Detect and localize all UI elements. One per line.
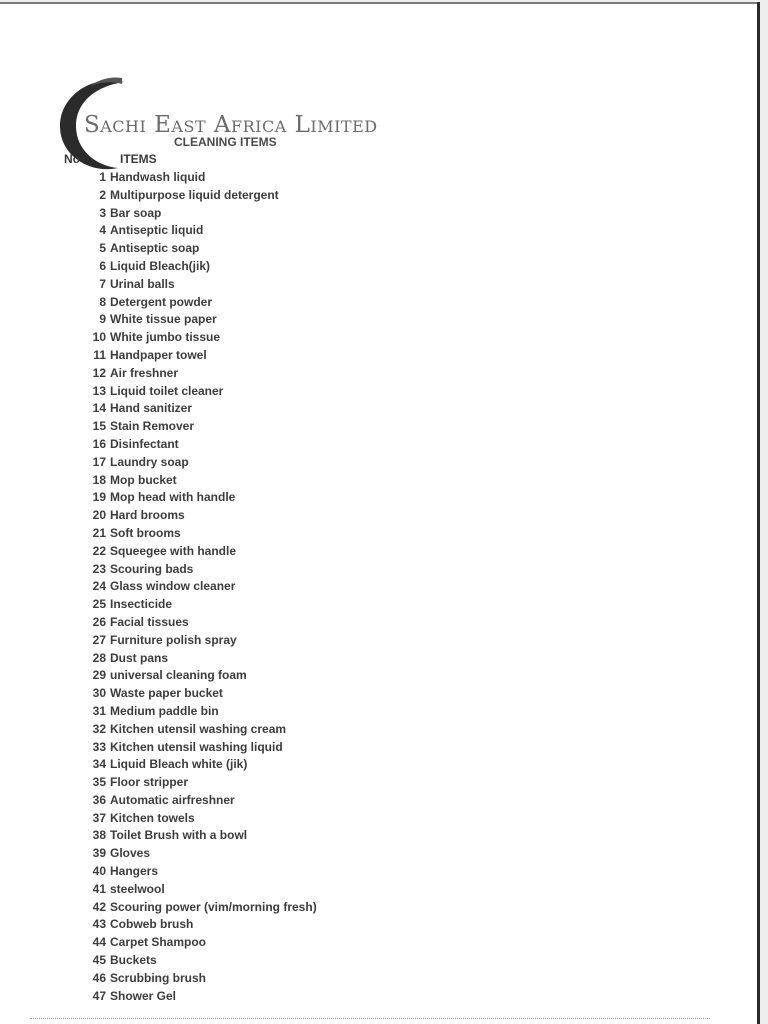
item-number: 10 <box>92 330 106 345</box>
item-name: Handwash liquid <box>110 170 206 184</box>
item-name: Liquid Bleach white (jik) <box>110 757 248 772</box>
item-name: Liquid Bleach(jik) <box>110 258 211 273</box>
item-number: 39 <box>92 846 106 861</box>
item-number: 34 <box>92 757 106 772</box>
item-name: Hangers <box>110 864 159 879</box>
item-number: 13 <box>92 383 106 398</box>
item-number: 42 <box>92 899 106 914</box>
item-number: 46 <box>92 970 106 985</box>
item-name: Buckets <box>110 953 157 968</box>
item-name: Detergent powder <box>110 294 213 309</box>
item-name: Hard brooms <box>110 508 185 523</box>
list-item <box>60 934 317 952</box>
item-number: 15 <box>92 419 106 434</box>
list-item <box>60 347 317 365</box>
item-number: 23 <box>92 561 106 576</box>
list-item <box>60 721 317 739</box>
list-item <box>60 489 317 507</box>
list-item <box>60 311 317 329</box>
item-number: 27 <box>92 632 106 647</box>
item-number: 33 <box>92 739 106 754</box>
list-item <box>60 988 317 1006</box>
item-name: Mop head with handle <box>110 490 236 505</box>
item-name: Bar soap <box>110 205 162 220</box>
scan-noise-line <box>30 1018 710 1021</box>
list-item <box>60 329 317 347</box>
list-item <box>60 240 317 258</box>
list-item <box>60 525 317 543</box>
item-name: Furniture polish spray <box>110 632 237 647</box>
list-item <box>60 561 317 579</box>
item-number: 16 <box>92 436 106 451</box>
item-number: 36 <box>92 792 106 807</box>
list-item <box>60 614 317 632</box>
item-number: 3 <box>99 205 106 220</box>
list-item <box>60 774 317 792</box>
list-item <box>60 632 317 650</box>
item-name: Cobweb brush <box>110 917 194 932</box>
item-number: 6 <box>99 258 106 273</box>
list-item <box>60 863 317 881</box>
document-page <box>0 2 760 1024</box>
item-name: Medium paddle bin <box>110 703 219 718</box>
item-name: Automatic airfreshner <box>110 792 235 807</box>
item-number: 7 <box>99 276 106 291</box>
list-item <box>60 756 317 774</box>
item-number: 25 <box>92 597 106 612</box>
list-item <box>60 258 317 276</box>
item-number: 1 <box>99 170 106 184</box>
item-number: 8 <box>99 294 106 309</box>
item-number: 9 <box>99 312 106 327</box>
item-number: 12 <box>92 365 106 380</box>
item-name: Urinal balls <box>110 276 175 291</box>
item-number: 37 <box>92 810 106 825</box>
item-number: 26 <box>92 614 106 629</box>
item-name: Soft brooms <box>110 525 181 540</box>
item-name: Scouring bads <box>110 561 194 576</box>
list-item <box>60 436 317 454</box>
item-name: Stain Remover <box>110 419 195 434</box>
list-item <box>60 810 317 828</box>
item-name: White jumbo tissue <box>110 330 221 345</box>
column-headers <box>64 152 157 166</box>
document-title: CLEANING ITEMS <box>174 135 277 149</box>
item-name: Shower Gel <box>110 988 177 1003</box>
item-number: 40 <box>92 864 106 879</box>
item-number: 30 <box>92 686 106 701</box>
item-number: 29 <box>92 668 106 683</box>
item-number: 28 <box>92 650 106 665</box>
column-number-header: No <box>64 152 80 166</box>
item-number: 24 <box>92 579 106 594</box>
item-number: 43 <box>92 917 106 932</box>
list-item <box>60 578 317 596</box>
list-item <box>60 739 317 757</box>
list-item <box>60 472 317 490</box>
column-items-header: ITEMS <box>120 152 157 166</box>
item-name: Multipurpose liquid detergent <box>110 187 279 202</box>
item-name: Mop bucket <box>110 472 177 487</box>
item-name: Kitchen towels <box>110 810 195 825</box>
list-item <box>60 881 317 899</box>
list-item <box>60 685 317 703</box>
item-name: Antiseptic liquid <box>110 223 204 238</box>
item-name: Kitchen utensil washing liquid <box>110 739 283 754</box>
item-name: Carpet Shampoo <box>110 935 207 950</box>
list-item <box>60 827 317 845</box>
list-item <box>60 507 317 525</box>
company-name: Sachi East Africa Limited <box>84 112 378 138</box>
cleaning-items-list <box>60 169 317 1005</box>
list-item <box>60 792 317 810</box>
item-name: Glass window cleaner <box>110 579 236 594</box>
item-number: 22 <box>92 543 106 558</box>
item-name: Waste paper bucket <box>110 686 223 701</box>
item-name: Dust pans <box>110 650 169 665</box>
item-number: 19 <box>92 490 106 505</box>
item-number: 31 <box>92 703 106 718</box>
item-name: Facial tissues <box>110 614 189 629</box>
list-item <box>60 205 317 223</box>
item-name: Handpaper towel <box>110 347 207 362</box>
item-number: 47 <box>92 988 106 1003</box>
list-item <box>60 952 317 970</box>
item-number: 21 <box>92 525 106 540</box>
list-item <box>60 543 317 561</box>
item-name: Scouring power (vim/morning fresh) <box>110 899 317 914</box>
list-item <box>60 383 317 401</box>
item-number: 5 <box>99 241 106 256</box>
list-item <box>60 400 317 418</box>
item-number: 35 <box>92 775 106 790</box>
item-name: Liquid toilet cleaner <box>110 383 224 398</box>
item-number: 44 <box>92 935 106 950</box>
list-item <box>60 970 317 988</box>
item-name: White tissue paper <box>110 312 217 327</box>
list-item <box>60 294 317 312</box>
item-name: Squeegee with handle <box>110 543 237 558</box>
item-number: 17 <box>92 454 106 469</box>
item-name: Floor stripper <box>110 775 189 790</box>
list-item <box>60 187 317 205</box>
item-name: Scrubbing brush <box>110 970 206 985</box>
list-item <box>60 650 317 668</box>
item-number: 11 <box>93 347 106 362</box>
item-number: 45 <box>92 953 106 968</box>
item-name: Air freshner <box>110 365 179 380</box>
list-item <box>60 703 317 721</box>
item-number: 18 <box>92 472 106 487</box>
list-item <box>60 418 317 436</box>
list-item <box>60 667 317 685</box>
list-item <box>60 454 317 472</box>
item-name: Disinfectant <box>110 436 179 451</box>
item-name: universal cleaning foam <box>110 668 247 683</box>
item-number: 2 <box>99 187 106 202</box>
item-number: 32 <box>92 721 106 736</box>
item-name: Antiseptic soap <box>110 241 200 256</box>
list-item <box>60 365 317 383</box>
item-number: 38 <box>92 828 106 843</box>
item-name: Gloves <box>110 846 151 861</box>
list-item <box>60 845 317 863</box>
item-name: Kitchen utensil washing cream <box>110 721 287 736</box>
item-number: 20 <box>92 508 106 523</box>
list-item <box>60 916 317 934</box>
list-item <box>60 596 317 614</box>
item-number: 41 <box>92 881 106 896</box>
list-item <box>60 222 317 240</box>
item-name: Toilet Brush with a bowl <box>110 828 248 843</box>
item-name: steelwool <box>110 881 165 896</box>
item-name: Hand sanitizer <box>110 401 193 416</box>
item-number: 4 <box>99 223 106 238</box>
list-item <box>60 899 317 917</box>
list-item <box>60 169 317 187</box>
item-name: Laundry soap <box>110 454 189 469</box>
item-name: Insecticide <box>110 597 173 612</box>
list-item <box>60 276 317 294</box>
scan-edge <box>0 2 760 4</box>
item-number: 14 <box>92 401 106 416</box>
